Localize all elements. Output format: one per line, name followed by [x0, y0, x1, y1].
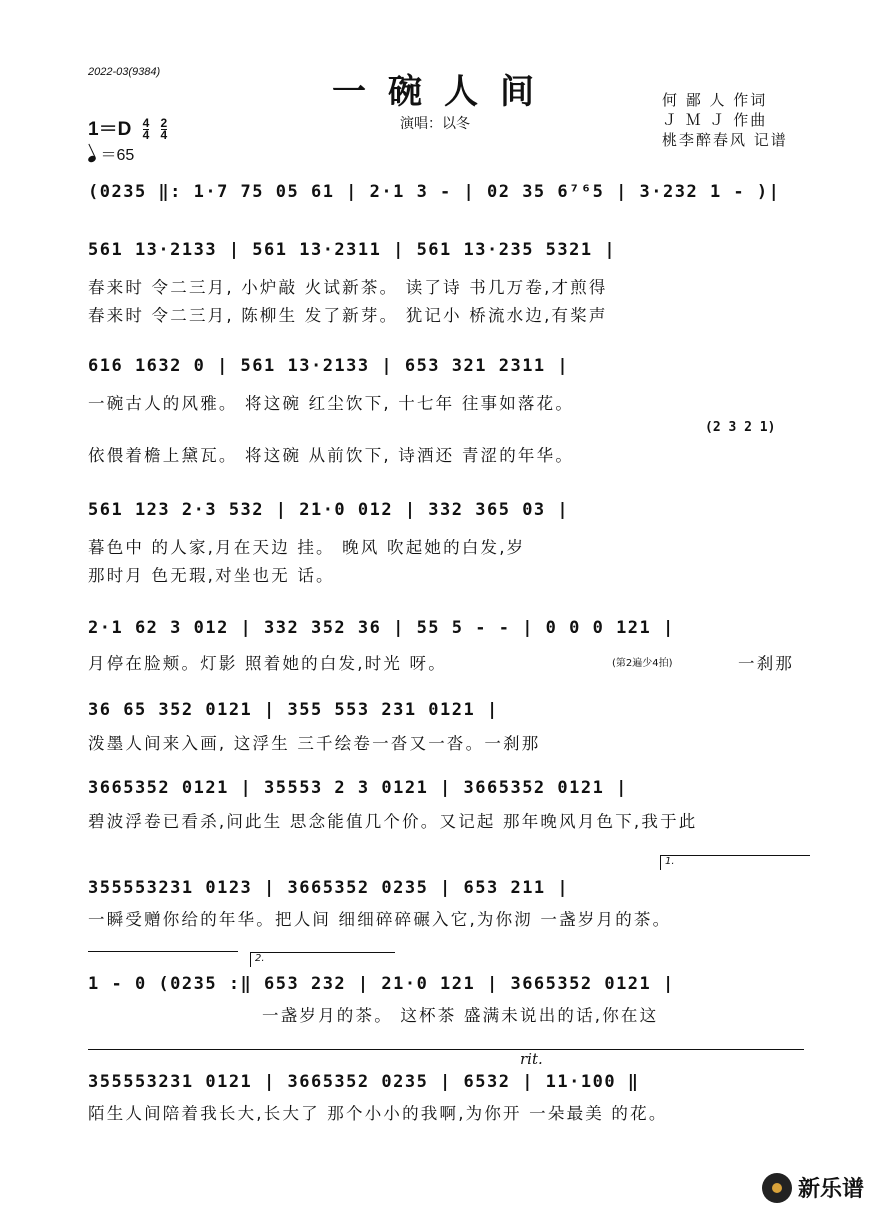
- music-line-1: 561 13·2133 | 561 13·2311 | 561 13·235 5321 |: [88, 240, 617, 260]
- music-line-2: 616 1632 0 | 561 13·2133 | 653 321 2311 |: [88, 356, 570, 376]
- lyric-line-9: 陌生人间陪着我长大,长大了 那个小小的我啊,为你开 一朵最美 的花。: [88, 1104, 668, 1123]
- lyric-line-1a: 春来时 令二三月, 小炉敲 火试新茶。 读了诗 书几万卷,才煎得: [88, 278, 608, 297]
- song-title: 一碗人间: [332, 72, 556, 112]
- alt-notes-annotation: (2 3 2 1): [705, 420, 776, 435]
- key-signature: [88, 114, 167, 141]
- volta-1-bracket: 1.: [660, 855, 810, 870]
- key-label: 1＝D: [88, 119, 132, 140]
- lyricist-credit: 何 鄙 人 作词: [662, 91, 768, 109]
- quarter-note-icon: [87, 155, 97, 164]
- lyric-line-6: 碧波浮卷已看杀,问此生 思念能值几个价。又记起 那年晚风月色下,我于此: [88, 812, 698, 831]
- score-code: 2022-03(9384): [88, 66, 161, 78]
- logo-text: 新乐谱: [798, 1177, 865, 1202]
- music-line-6: 3665352 0121 | 35553 2 3 0121 | 3665352 0121 |: [88, 778, 628, 798]
- lyric-line-8: 一盏岁月的茶。 这杯茶 盛满未说出的话,你在这: [262, 1006, 659, 1025]
- lyric-line-7: 一瞬受赠你给的年华。把人间 细细碎碎碾入它,为你沏 一盏岁月的茶。: [88, 910, 672, 929]
- site-logo: [762, 1172, 864, 1203]
- lyric-line-2a: 一碗古人的风雅。 将这碗 红尘饮下, 十七年 往事如落花。: [88, 394, 575, 413]
- credits-block: [662, 90, 788, 150]
- tempo-marking: [88, 142, 134, 165]
- lyric-line-2b: 依偎着檐上黛瓦。 将这碗 从前饮下, 诗酒还 青涩的年华。: [88, 446, 575, 465]
- transcriber-credit: 桃李醉春风 记谱: [662, 131, 788, 149]
- music-line-7: 355553231 0123 | 3665352 0235 | 653 211 |: [88, 878, 570, 898]
- time-signature-2: $\frac{2}{4}$: [160, 116, 168, 143]
- singer-credit: 演唱：以冬: [400, 116, 470, 132]
- volta-2-bracket: 2.: [250, 952, 395, 967]
- music-line-4: 2·1 62 3 012 | 332 352 36 | 55 5 - - | 0 0 0 121 |: [88, 618, 675, 638]
- composer-credit: Ｊ Ｍ Ｊ 作曲: [662, 111, 768, 129]
- time-signature-1: $\frac{4}{4}$: [142, 116, 150, 143]
- music-line-3: 561 123 2·3 532 | 21·0 012 | 332 365 03 |: [88, 500, 570, 520]
- tie-rule: [88, 951, 238, 952]
- ending-rule: [88, 1049, 804, 1050]
- repeat-note: (第2遍少4拍): [612, 658, 673, 669]
- tempo-value: ＝65: [100, 147, 135, 164]
- music-line-9: 355553231 0121 | 3665352 0235 | 6532 | 11·100 ‖: [88, 1072, 640, 1092]
- ritardando-mark: rit.: [520, 1050, 543, 1068]
- lyric-line-3b: 那时月 色无瑕,对坐也无 话。: [88, 566, 335, 585]
- lyric-line-5: 泼墨人间来入画, 这浮生 三千绘卷一沓又一沓。一刹那: [88, 734, 541, 753]
- intro-line: (0235 ‖: 1·7 75 05 61 | 2·1 3 - | 02 35 6⁷⁶5 | 3·232 1 - )|: [88, 182, 781, 202]
- vinyl-record-icon: [762, 1173, 792, 1203]
- music-line-5: 36 65 352 0121 | 355 553 231 0121 |: [88, 700, 499, 720]
- lyric-line-4a: 月停在脸颊。灯影 照着她的白发,时光 呀。: [88, 654, 447, 673]
- music-line-8: 1 - 0 (0235 :‖ 653 232 | 21·0 121 | 3665352 0121 |: [88, 974, 675, 994]
- lyric-line-4b: 一刹那: [738, 654, 795, 673]
- lyric-line-3a: 暮色中 的人家,月在天边 挂。 晚风 吹起她的白发,岁: [88, 538, 526, 557]
- lyric-line-1b: 春来时 令二三月, 陈柳生 发了新芽。 犹记小 桥流水边,有桨声: [88, 306, 608, 325]
